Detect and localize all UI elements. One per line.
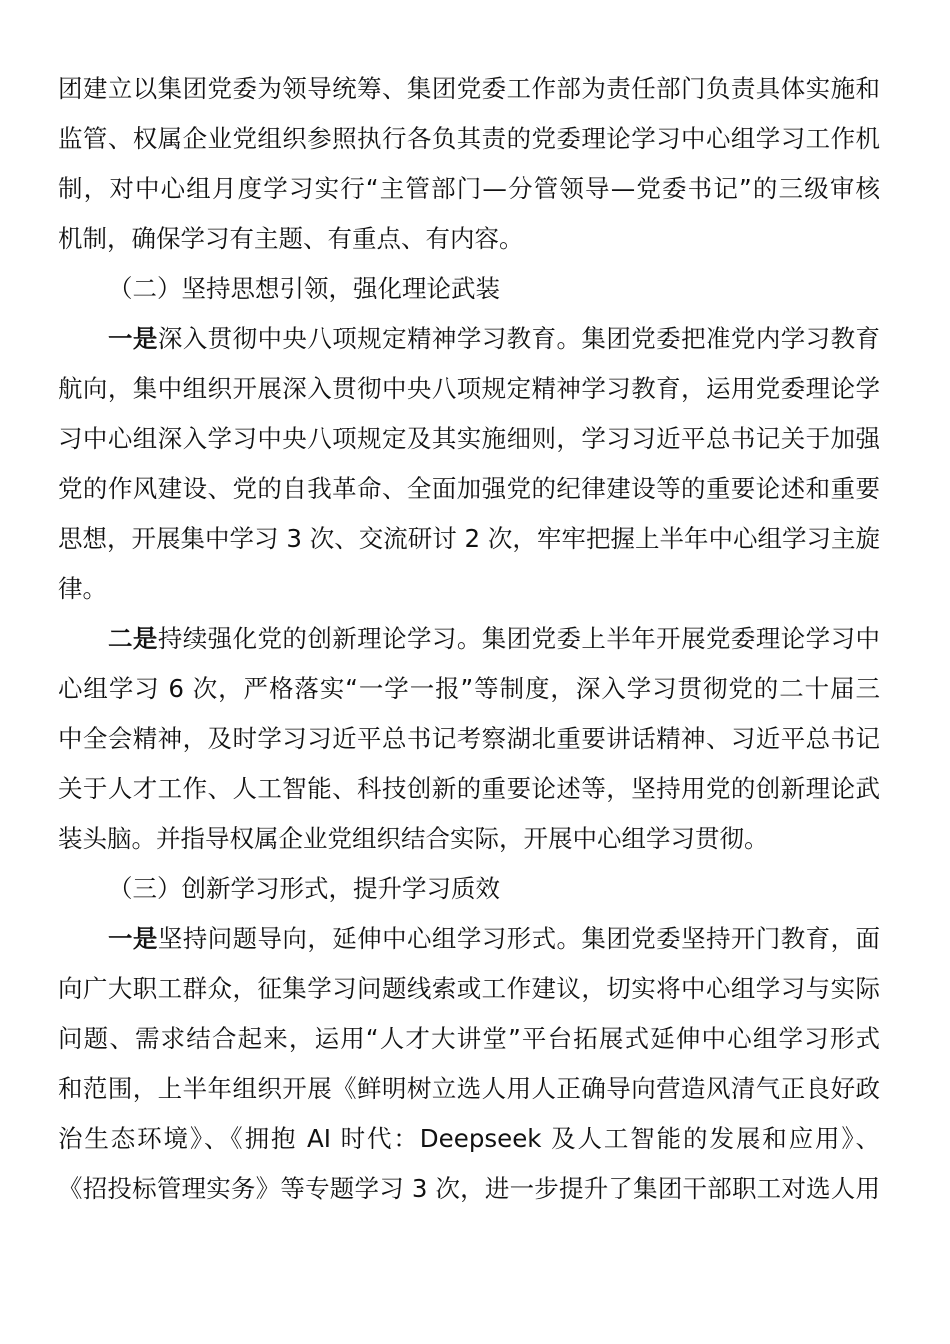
section-heading: （三）创新学习形式，提升学习质效 <box>108 874 500 903</box>
body-line: 装头脑。并指导权属企业党组织结合实际，开展中心组学习贯彻。 <box>58 824 769 853</box>
body-line: 《招投标管理实务》等专题学习 3 次，进一步提升了集团干部职工对选人用 <box>58 1174 880 1203</box>
paragraph-lead: 一是 <box>108 324 158 353</box>
body-line: 律。 <box>58 574 107 603</box>
body-line: 团建立以集团党委为领导统筹、集团党委工作部为责任部门负责具体实施和 <box>58 74 880 103</box>
paragraph-lead-text: 深入贯彻中央八项规定精神学习教育。集团党委把准党内学习教育 <box>157 324 880 353</box>
body-line: 心组学习 6 次，严格落实“一学一报”等制度，深入学习贯彻党的二十届三 <box>58 674 880 703</box>
paragraph-first-line <box>58 314 880 364</box>
body-line: 制，对中心组月度学习实行“主管部门—分管领导—党委书记”的三级审核 <box>58 174 880 203</box>
body-line: 问题、需求结合起来，运用“人才大讲堂”平台拓展式延伸中心组学习形式 <box>58 1024 880 1053</box>
paragraph-first-line <box>58 614 880 664</box>
body-line: 和范围，上半年组织开展《鲜明树立选人用人正确导向营造风清气正良好政 <box>58 1074 880 1103</box>
section-heading: （二）坚持思想引领，强化理论武装 <box>108 274 500 303</box>
body-line: 向广大职工群众，征集学习问题线索或工作建议，切实将中心组学习与实际 <box>58 974 880 1003</box>
paragraph-lead: 二是 <box>108 624 158 653</box>
body-line: 中全会精神，及时学习习近平总书记考察湖北重要讲话精神、习近平总书记 <box>58 724 880 753</box>
paragraph-lead-text: 持续强化党的创新理论学习。集团党委上半年开展党委理论学习中 <box>157 624 880 653</box>
body-line: 思想，开展集中学习 3 次、交流研讨 2 次，牢牢把握上半年中心组学习主旋 <box>58 524 880 553</box>
body-line: 监管、权属企业党组织参照执行各负其责的党委理论学习中心组学习工作机 <box>58 124 880 153</box>
paragraph-first-line <box>58 914 880 964</box>
body-line: 关于人才工作、人工智能、科技创新的重要论述等，坚持用党的创新理论武 <box>58 774 880 803</box>
body-line: 治生态环境》、《拥抱 AI 时代：Deepseek 及人工智能的发展和应用》、 <box>58 1124 880 1153</box>
body-line: 航向，集中组织开展深入贯彻中央八项规定精神学习教育，运用党委理论学 <box>58 374 880 403</box>
body-line: 习中心组深入学习中央八项规定及其实施细则，学习习近平总书记关于加强 <box>58 424 880 453</box>
body-line: 机制，确保学习有主题、有重点、有内容。 <box>58 224 524 253</box>
body-line: 党的作风建设、党的自我革命、全面加强党的纪律建设等的重要论述和重要 <box>58 474 880 503</box>
paragraph-lead: 一是 <box>108 924 158 953</box>
paragraph-lead-text: 坚持问题导向，延伸中心组学习形式。集团党委坚持开门教育，面 <box>157 924 880 953</box>
document-body <box>58 64 880 1214</box>
